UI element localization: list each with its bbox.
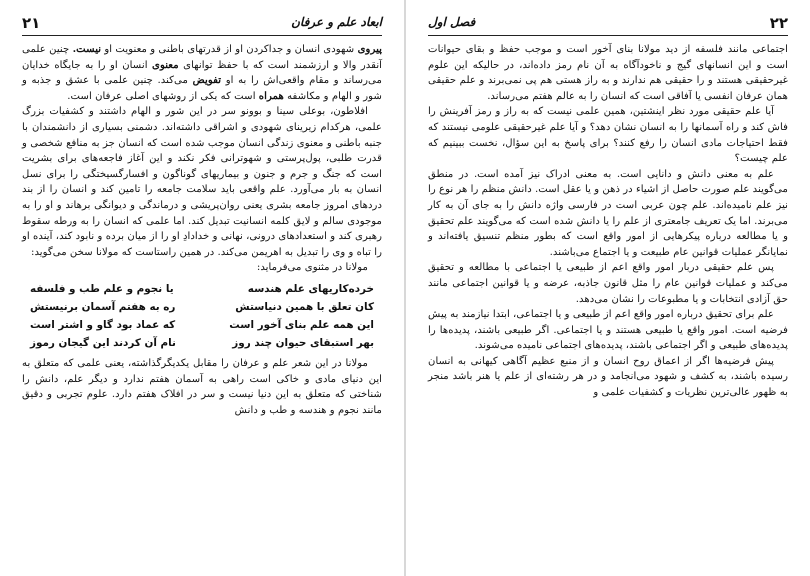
verse-row: [30, 280, 374, 298]
left-paragraph-verse-intro: مولانا در مثنوی می‌فرماید:: [256, 262, 368, 274]
right-paragraph: علم برای تحقیق درباره امور واقع اعم از طبیعی و یا اجتماعی، ابتدا نیازمند به پیش فرضیه است. امور واقع یا طبیعی هستند و یا اجتماعی. اگر طبیعی باشند، پدیده‌ها را پدیده‌های طبیعی و اگر اجتماعی باشند، پدیده‌های اجتماعی نامیده می‌شوند.: [428, 309, 788, 352]
bold-term: همراه: [258, 89, 284, 102]
left-page-header: [22, 14, 382, 36]
verse-hemistich: این همه علم بنای آخور است: [229, 318, 374, 331]
left-page-body: [22, 42, 382, 570]
verse-row: [30, 334, 374, 352]
bold-term: معنوی: [151, 58, 179, 71]
left-paragraph-intro: [22, 42, 382, 104]
verse-hemistich: که عماد بود گاو و اشتر است: [30, 318, 176, 331]
bold-term: نیست.: [72, 43, 102, 55]
left-paragraph: مولانا در این شعر علم و عرفان را مقابل یکدیگرگذاشته، یعنی علمی که متعلق به این دنیای مادی و خاکی است راهی به آسمان هفتم ندارد و دیگر علم، دانش را شناختی که متعلق به این دنیا نیست و سر در افلاک هفتم دارد. علوم تجربی و دقیق مانند نجوم و هندسه و طب و دانش: [22, 357, 382, 416]
bold-term: تفویض: [192, 74, 222, 87]
text-run: می‌کند. چنین علمی با عشق و جذبه و شور و الهام و مکاشفه: [22, 75, 382, 102]
left-header-rule: [22, 35, 382, 36]
text-run: چنین علمی آنقدر والا و ارزشمند است که با حفظ توانهای: [22, 44, 382, 71]
masnavi-verses: [30, 280, 374, 352]
verse-hemistich: ره به هفتم آسمان برنیستش: [30, 300, 176, 313]
right-page: [406, 0, 810, 576]
left-paragraph: افلاطون، بوعلی سینا و بوونو سر در این شور و الهام داشتند و کشفیات بزرگ علمی، هرکدام زیرینای شهودی و اشراقی داشته‌اند. دشمنی بسیاری از دانشمندان با جنبه باطنی و معنوی زندگی انسان موجب شده است که انسان جز به منافع شخصی و قدرت طلبی، پول‌پرستی و شهوترانی فکر نکند و این آغاز فاجعه‌های برای بشریت است که جنگ و جرم و جنون و بیماریهای گوناگون و افسارگسیختگی را برای نسل انسان به بار می‌آورد. علم واقعی باید سلامت جامعه را تامین کند و انسان را از بند دردهای امروز جامعه بشری یعنی روان‌پریشی و درماندگی و دیوانگی برهاند و او را به موجودی سالم و لایق کلمه انسانیت تبدیل کند. اما علمی که انسان را به ورطه سقوط رهبری کند و استعدادهای درونی، نهانی و خدادادِ او را از میان برده و نابود کند، آینده او را تباه و وی را تبدیل به اهریمن می‌کند. در همین راستاست که مولانا سخن می‌گوید:: [22, 106, 382, 258]
text-run: است که یکی از روشهای اصلی عرفان است.: [67, 90, 259, 102]
verse-hemistich: کان تعلق با همین دنیاستش: [235, 300, 374, 313]
right-paragraph: آیا علم حقیقی مورد نظر اینشتین، همین علمی نیست که به راز و رمز آفرینش را فاش کند و راه آسمانها را به انسان نشان دهد؟ و آیا علم غیرحقیقی علومی نیستند که فقط احتیاجات مادی انسان را رفع کنند؟ برای پاسخ به این سؤال، نخست ببینیم که علم چیست؟: [428, 106, 788, 165]
left-page: [0, 0, 404, 576]
right-header-rule: [428, 35, 788, 36]
right-page-header: [428, 14, 788, 36]
verse-row: [30, 298, 374, 316]
left-running-title: ابعاد علم و عرفان: [291, 15, 382, 29]
verse-hemistich: بهر استبقای حیوان چند روز: [232, 336, 374, 349]
right-running-title: فصل اول: [428, 15, 476, 29]
right-page-number: ۲۲: [769, 14, 788, 32]
verse-hemistich: یا نجوم و علم طب و فلسفه: [30, 282, 174, 295]
bold-term: پیروی: [357, 43, 382, 55]
right-paragraph: پیش فرضیه‌ها اگر از اعماق روح انسان و از منبع عظیم آگاهی کیهانی به انسان رسیده باشند، به کشف و شهود می‌انجامد و در هر رشته‌ای از علم یا هنر باشد منجر به ظهور عالی‌ترین نظریات و کشفیات علمی و: [428, 355, 788, 399]
text-run: انسان او را به جایگاه خدایان می‌رساند و مقام واقعی‌اش را به او: [22, 59, 382, 87]
right-page-body: [428, 42, 788, 570]
text-run: شهودی انسان و جداکردن او از قدرتهای باطنی و معنویت او: [104, 44, 358, 55]
verse-row: [30, 316, 374, 334]
right-paragraph: اجتماعی مانند فلسفه از دید مولانا بنای آخور است و موجب حفظ و بقای حیوانات است و این انسانهای گیج و ناخودآگاه به آن نام رمز داده‌اند، در حالیکه این علوم غیرحقیقی هستند و را حقیقی هم ندارند و به راز هستی هم پی نمی‌برند و علم حقیقی همان عرفان انفسی یا آفاقی است که انسان را به عالم هفتم می‌رساند.: [428, 44, 788, 102]
right-paragraph: پس علم حقیقی دربار امور واقع اعم از طبیعی یا اجتماعی با مطالعه و تحقیق می‌کند و عملیات قوانین عام را مثل قانون جاذبه، عرضه و یا قوانین اجتماعی مانند حق آزادی انتخابات و یا مطبوعات را نشان می‌دهد.: [428, 262, 788, 305]
verse-hemistich: نام آن کردند این گیجان رموز: [30, 336, 176, 349]
right-paragraph: علم به معنی دانش و دانایی است. به معنی ادراک نیز آمده است. در منطق می‌گویند علم صورت حاصل از اشیاء در ذهن و یا عقل است. دانش منظم را هر نوع را نیز علم نامیده‌اند. علم چون عربی است در فارسی واژه دانش را به جای آن به کار می‌برند. اما یک تعریف جامعتری از علم را یا دانش شده است که می‌گویند علم تحقیق و یا مطالعه درباره پیکرهایی از امور واقع است که بطور منظم تنسیق یافته‌اند و نمایانگر عملیات قوانین عام طبیعت و یا اجتماع می‌باشند.: [428, 168, 788, 258]
left-page-number: ۲۱: [22, 14, 41, 32]
verse-hemistich: خرده‌کاریهای علم هندسه: [247, 282, 374, 295]
